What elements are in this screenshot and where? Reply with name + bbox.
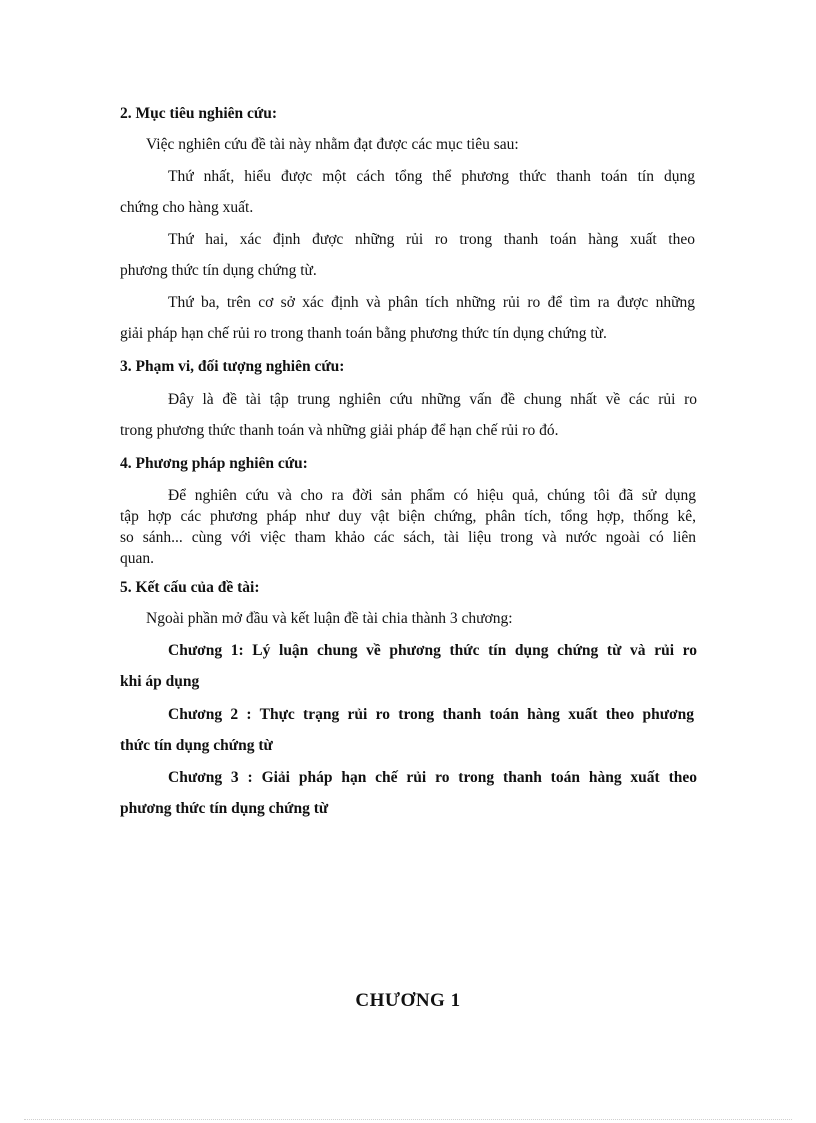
section-2-paragraph-1	[120, 167, 695, 218]
chapter-2-entry	[120, 705, 694, 756]
chapter-1-entry-line-2: khi áp dụng	[120, 673, 200, 690]
page-bottom-edge	[24, 1119, 792, 1120]
section-4-paragraph-line-1: Để nghiên cứu và cho ra đời sản phẩm có hiệu quả, chúng tôi đã sử dụng	[168, 487, 696, 504]
chapter-3-entry-line-2: phương thức tín dụng chứng từ	[120, 800, 329, 817]
section-2-paragraph-2-line-1: Thứ hai, xác định được những rủi ro trong thanh toán hàng xuất theo	[168, 231, 695, 248]
chapter-1-entry-line-1: Chương 1: Lý luận chung về phương thức tín dụng chứng từ và rủi ro	[168, 642, 697, 659]
section-2-paragraph-2	[120, 230, 695, 281]
section-2-paragraph-1-line-2: chứng cho hàng xuất.	[120, 199, 254, 216]
chapter-title: CHƯƠNG 1	[355, 990, 461, 1011]
chapter-2-entry-line-1: Chương 2 : Thực trạng rủi ro trong thanh toán hàng xuất theo phương	[168, 706, 694, 723]
section-4-heading: 4. Phương pháp nghiên cứu:	[120, 455, 308, 472]
section-4-paragraph-line-2: tập hợp các phương pháp như duy vật biện chứng, phân tích, tổng hợp, thống kê,	[120, 508, 696, 525]
section-2-heading: 2. Mục tiêu nghiên cứu:	[120, 105, 277, 122]
section-4-paragraph-line-4: quan.	[120, 550, 155, 567]
section-3-paragraph	[120, 390, 697, 441]
section-2-paragraph-3	[120, 293, 695, 344]
section-5-heading: 5. Kết cấu của đề tài:	[120, 579, 260, 596]
chapter-3-entry	[120, 768, 697, 819]
section-2-paragraph-3-line-2: giải pháp hạn chế rủi ro trong thanh toán bằng phương thức tín dụng chứng từ.	[120, 325, 607, 342]
section-3-paragraph-line-2: trong phương thức thanh toán và những giải pháp để hạn chế rủi ro đó.	[120, 422, 559, 439]
chapter-3-entry-line-1: Chương 3 : Giải pháp hạn chế rủi ro trong thanh toán hàng xuất theo	[168, 769, 697, 786]
section-2-paragraph-1-line-1: Thứ nhất, hiểu được một cách tổng thể phương thức thanh toán tín dụng	[168, 168, 695, 185]
section-2-intro: Việc nghiên cứu đề tài này nhằm đạt được các mục tiêu sau:	[146, 136, 519, 153]
section-4-paragraph	[120, 485, 696, 569]
section-4-paragraph-line-3: so sánh... cùng với việc tham khảo các sách, tài liệu trong và nước ngoài có liên	[120, 529, 696, 546]
section-2-paragraph-3-line-1: Thứ ba, trên cơ sở xác định và phân tích những rủi ro để tìm ra được những	[168, 294, 695, 311]
section-3-paragraph-line-1: Đây là đề tài tập trung nghiên cứu những vấn đề chung nhất về các rủi ro	[168, 391, 697, 408]
section-3-heading: 3. Phạm vi, đối tượng nghiên cứu:	[120, 358, 345, 375]
chapter-1-entry	[120, 641, 697, 692]
section-5-intro: Ngoài phần mở đầu và kết luận đề tài chia thành 3 chương:	[146, 610, 513, 627]
chapter-2-entry-line-2: thức tín dụng chứng từ	[120, 737, 273, 754]
section-2-paragraph-2-line-2: phương thức tín dụng chứng từ.	[120, 262, 317, 279]
